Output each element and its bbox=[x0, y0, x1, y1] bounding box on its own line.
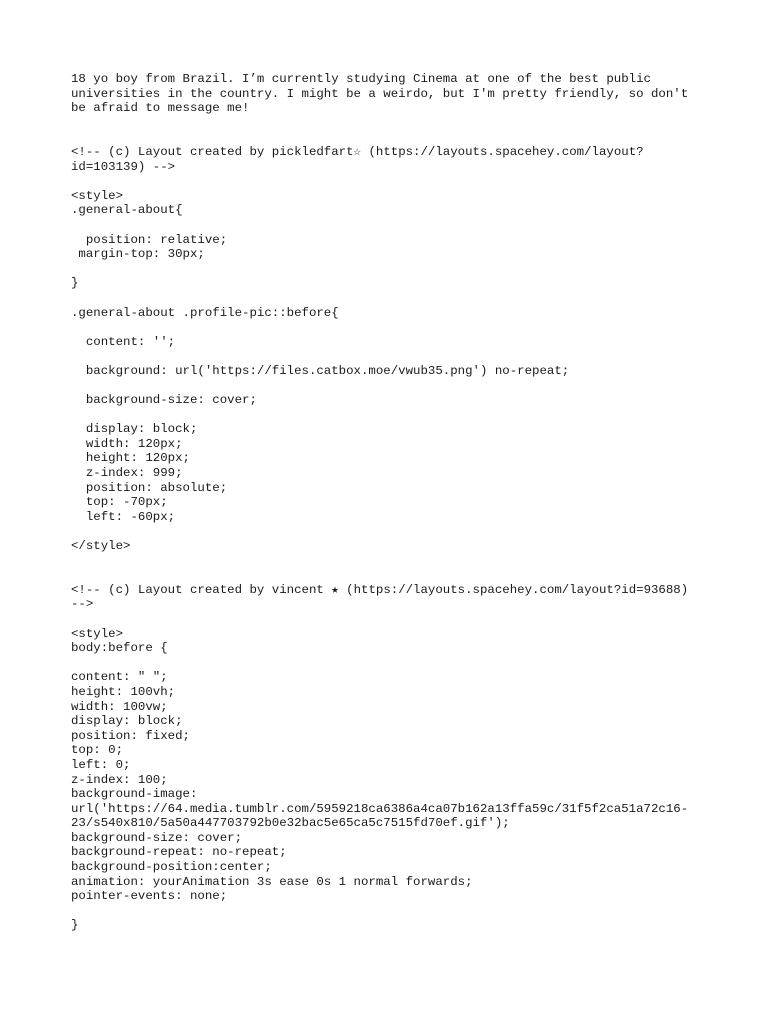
code-line: background-size: cover; bbox=[71, 393, 257, 408]
code-line: body:before { bbox=[71, 641, 168, 656]
code-line bbox=[71, 656, 711, 671]
code-line: animation: yourAnimation 3s ease 0s 1 normal forwards; bbox=[71, 874, 473, 889]
code-line bbox=[71, 174, 711, 189]
bio-line: universities in the country. I might be a weirdo, but I'm pretty friendly, so don't bbox=[71, 86, 689, 101]
code-line: background: url('https://files.catbox.moe/vwub35.png') no-repeat; bbox=[71, 363, 570, 378]
code-line: position: absolute; bbox=[71, 480, 228, 495]
code-line: </style> bbox=[71, 539, 131, 553]
code-line: position: relative; bbox=[71, 232, 228, 247]
code-line: height: 100vh; bbox=[71, 684, 176, 699]
bio-line: 18 yo boy from Brazil. I’m currently studying Cinema at one of the best public bbox=[71, 72, 651, 86]
code-line bbox=[71, 408, 711, 423]
code-line: url('https://64.media.tumblr.com/5959218ca6386a4ca07b162a13ffa59c/31f5f2ca51a72c16- bbox=[71, 801, 689, 816]
spacer bbox=[71, 116, 711, 131]
spacer bbox=[71, 130, 711, 145]
code-line: position: fixed; bbox=[71, 728, 190, 743]
code-line: margin-top: 30px; bbox=[71, 247, 205, 262]
code-line: id=103139) --> bbox=[71, 159, 176, 174]
code-line: background-image: bbox=[71, 787, 198, 802]
code-line bbox=[71, 262, 711, 277]
code-line bbox=[71, 568, 711, 583]
code-line bbox=[71, 612, 711, 627]
bio-line: be afraid to message me! bbox=[71, 101, 250, 116]
code-line: 23/s540x810/5a50a447703792b0e32bac5e65ca5c7515fd70ef.gif'); bbox=[71, 816, 510, 831]
code-line bbox=[71, 378, 711, 393]
code-line bbox=[71, 554, 711, 569]
code-line: <!-- (c) Layout created by pickledfart☆ (https://layouts.spacehey.com/layout? bbox=[71, 144, 644, 159]
code-line: left: 0; bbox=[71, 757, 131, 772]
code-line bbox=[71, 320, 711, 335]
code-line: width: 120px; bbox=[71, 436, 183, 451]
code-line: pointer-events: none; bbox=[71, 889, 228, 904]
code-line bbox=[71, 349, 711, 364]
code-line: content: ''; bbox=[71, 334, 176, 349]
code-line: .general-about .profile-pic::before{ bbox=[71, 305, 339, 320]
code-line bbox=[71, 218, 711, 233]
code-line: <style> bbox=[71, 188, 124, 203]
code-line: left: -60px; bbox=[71, 509, 176, 524]
code-line: height: 120px; bbox=[71, 451, 190, 466]
document-page bbox=[71, 72, 711, 933]
code-line: background-position:center; bbox=[71, 860, 272, 875]
code-line: display: block; bbox=[71, 714, 183, 729]
code-line: z-index: 100; bbox=[71, 772, 168, 787]
code-line: --> bbox=[71, 597, 94, 612]
code-line: .general-about{ bbox=[71, 203, 183, 218]
code-line: } bbox=[71, 918, 79, 933]
code-line: top: -70px; bbox=[71, 495, 168, 510]
code-line: <style> bbox=[71, 626, 124, 641]
code-line bbox=[71, 904, 711, 919]
code-line bbox=[71, 291, 711, 306]
code-line: z-index: 999; bbox=[71, 466, 183, 481]
code-block bbox=[71, 145, 711, 933]
code-line: display: block; bbox=[71, 422, 198, 437]
code-line: content: " "; bbox=[71, 670, 168, 685]
code-line: } bbox=[71, 276, 79, 291]
code-line: width: 100vw; bbox=[71, 699, 168, 714]
code-line: background-repeat: no-repeat; bbox=[71, 845, 287, 860]
code-line: <!-- (c) Layout created by vincent ★ (https://layouts.spacehey.com/layout?id=93688) bbox=[71, 582, 689, 597]
code-line: background-size: cover; bbox=[71, 830, 243, 845]
bio-paragraph bbox=[71, 72, 711, 116]
code-line bbox=[71, 524, 711, 539]
code-line: top: 0; bbox=[71, 743, 124, 758]
